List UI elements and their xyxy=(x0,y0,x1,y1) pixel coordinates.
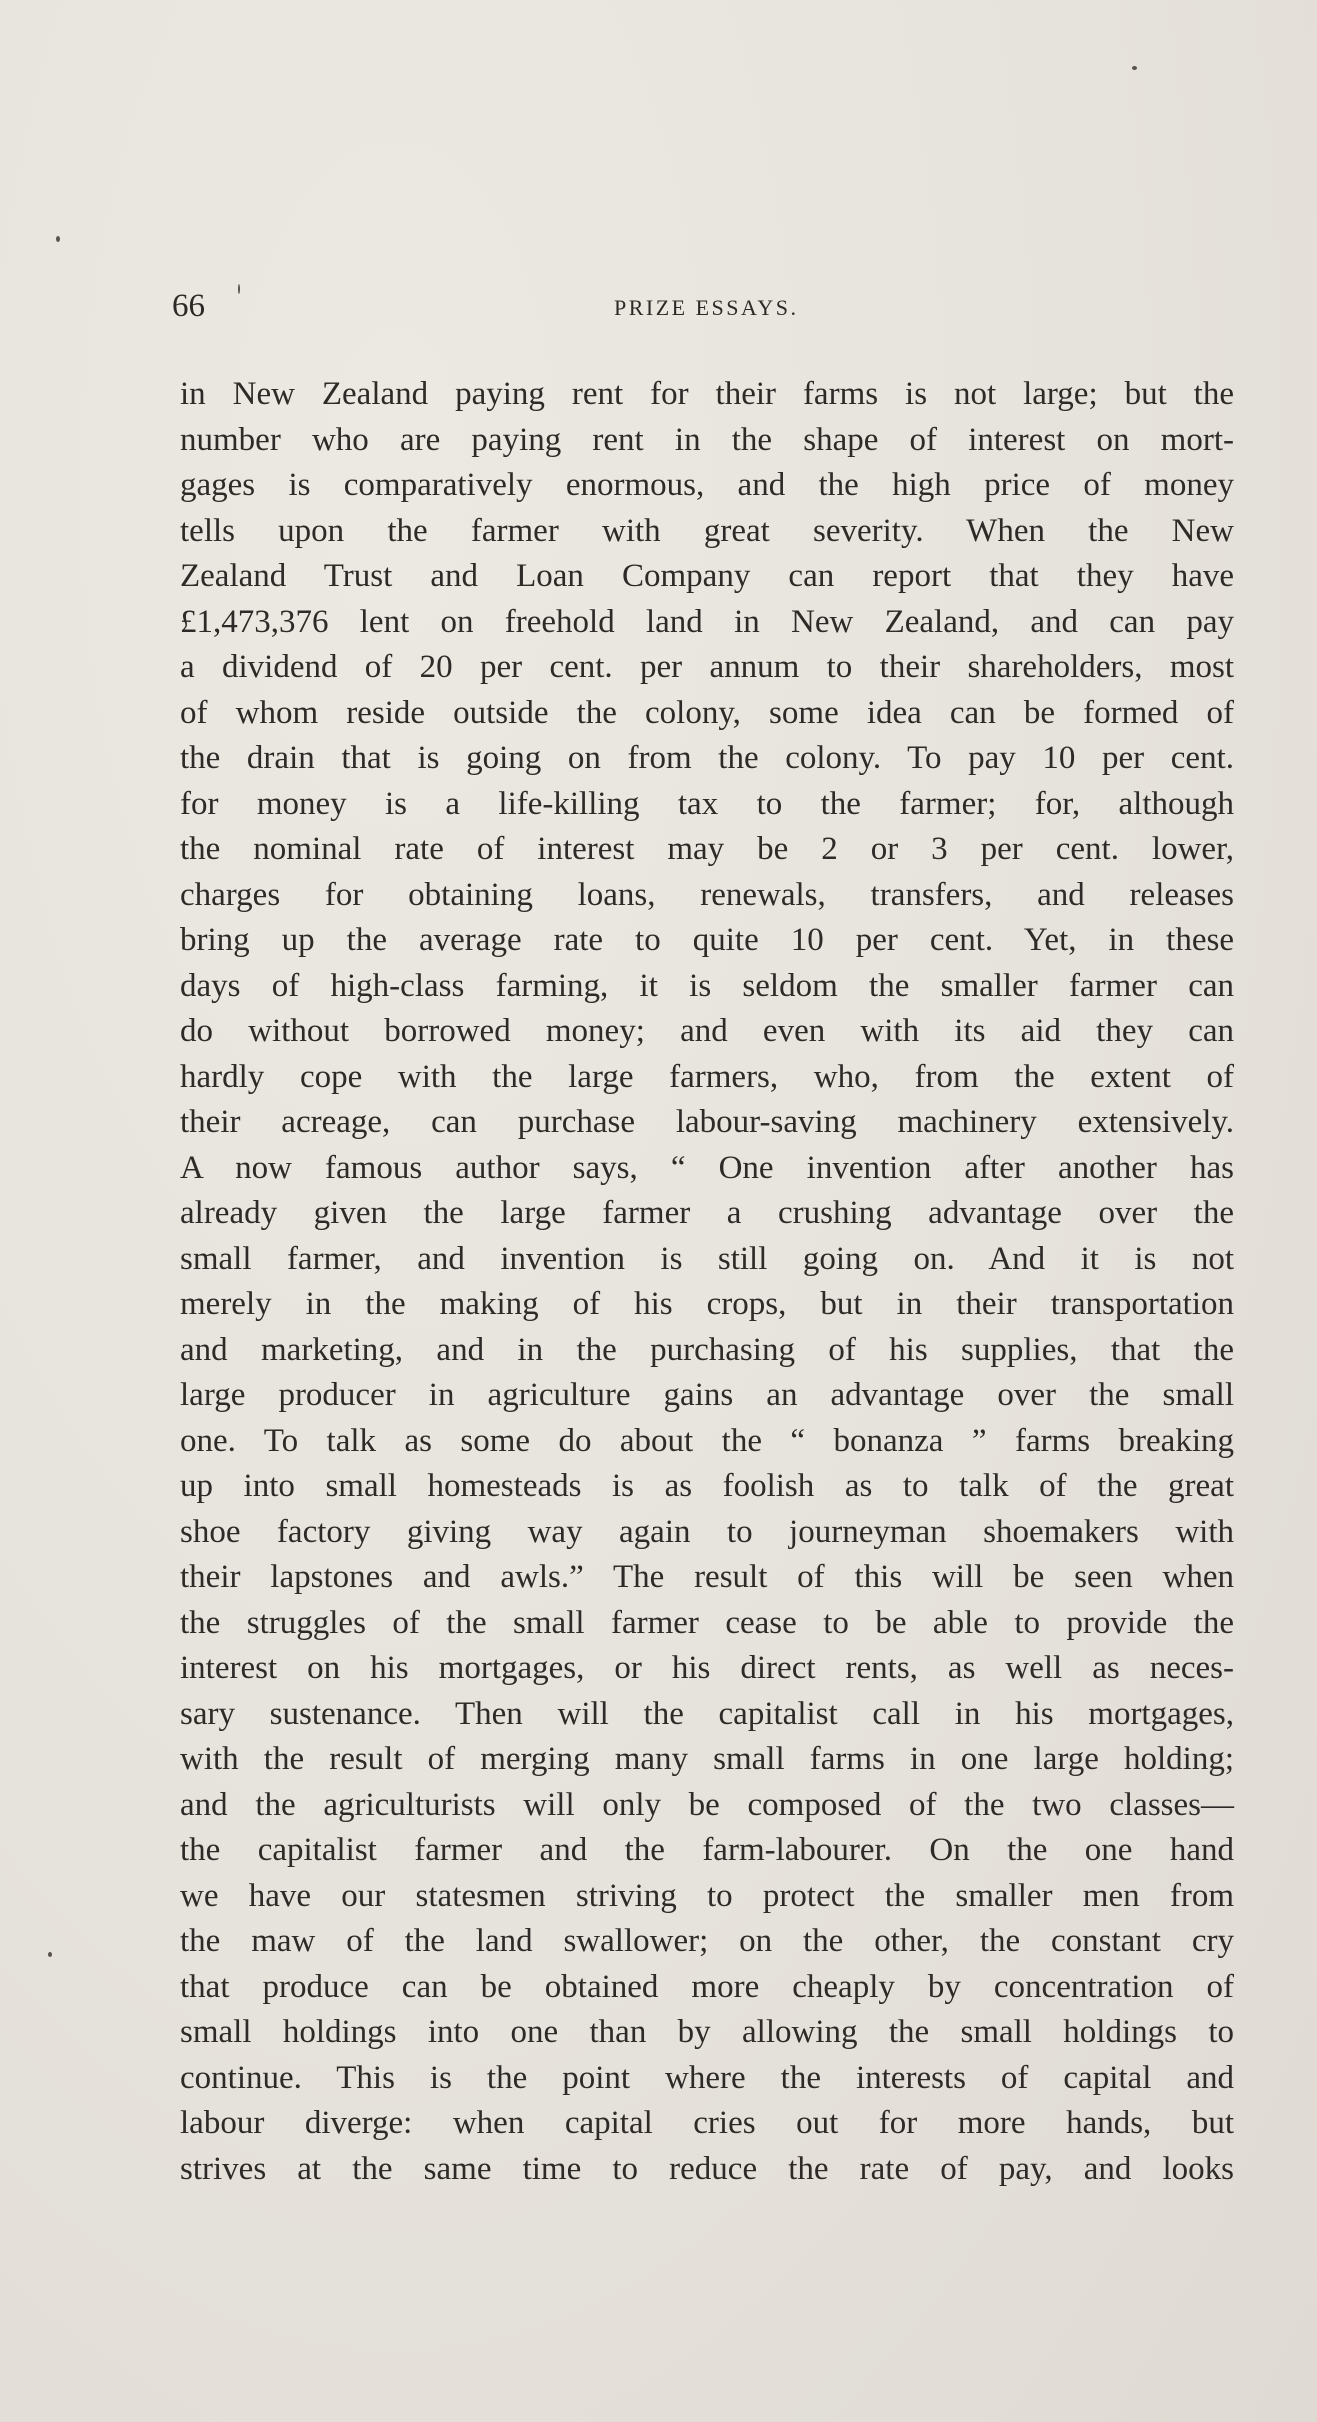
text-line: sary sustenance. Then will the capitalist call in his mortgages, xyxy=(180,1695,1234,1732)
text-line: the maw of the land swallower; on the other, the constant cry xyxy=(180,1923,1234,1959)
text-line: days of high-class farming, it is seldom the smaller farmer can xyxy=(180,967,1234,1004)
text-line: the drain that is going on from the colony. To pay 10 per cent. xyxy=(180,740,1234,776)
text-line: small holdings into one than by allowing the small holdings to xyxy=(180,2014,1234,2050)
text-line: one. To talk as some do about the “ bonanza ” farms breaking xyxy=(180,1422,1234,1459)
running-head: PRIZE ESSAYS. xyxy=(614,295,799,320)
paper-speck xyxy=(48,1952,52,1957)
text-line: large producer in agriculture gains an advantage over the small xyxy=(180,1377,1234,1413)
text-line: with the result of merging many small farms in one large holding; xyxy=(180,1741,1234,1777)
text-line: do without borrowed money; and even with its aid they can xyxy=(180,1013,1234,1049)
text-line: the nominal rate of interest may be 2 or 3 per cent. lower, xyxy=(180,831,1234,867)
text-line: gages is comparatively enormous, and the high price of money xyxy=(180,467,1234,503)
text-line: merely in the making of his crops, but in their transportation xyxy=(180,1286,1234,1322)
text-line: shoe factory giving way again to journeyman shoemakers with xyxy=(180,1513,1234,1550)
text-line: already given the large farmer a crushing advantage over the xyxy=(180,1195,1234,1231)
text-line: and marketing, and in the purchasing of his supplies, that the xyxy=(180,1331,1234,1368)
text-line: for money is a life-killing tax to the farmer; for, although xyxy=(180,785,1234,822)
text-line: bring up the average rate to quite 10 per cent. Yet, in these xyxy=(180,922,1234,958)
text-line: the capitalist farmer and the farm-labourer. On the one hand xyxy=(180,1832,1234,1868)
text-line: and the agriculturists will only be composed of the two classes— xyxy=(180,1786,1234,1823)
page-header xyxy=(172,282,1234,330)
paper-speck xyxy=(1132,66,1137,70)
text-line: of whom reside outside the colony, some idea can be formed of xyxy=(180,694,1234,731)
text-line: labour diverge: when capital cries out for more hands, but xyxy=(180,2105,1234,2141)
text-line: their lapstones and awls.” The result of this will be seen when xyxy=(180,1559,1234,1595)
text-line: we have our statesmen striving to protect the smaller men from xyxy=(180,1877,1234,1914)
text-line: £1,473,376 lent on freehold land in New Zealand, and can pay xyxy=(180,603,1234,640)
text-line: the struggles of the small farmer cease to be able to provide the xyxy=(180,1604,1234,1641)
text-line: strives at the same time to reduce the rate of pay, and looks xyxy=(180,2150,1234,2187)
text-line: up into small homesteads is as foolish as to talk of the great xyxy=(180,1468,1234,1504)
text-line: their acreage, can purchase labour-saving machinery extensively. xyxy=(180,1104,1234,1140)
page-number: 66 xyxy=(172,288,205,324)
text-line: continue. This is the point where the interests of capital and xyxy=(180,2059,1234,2096)
text-line: charges for obtaining loans, renewals, transfers, and releases xyxy=(180,876,1234,913)
text-line: number who are paying rent in the shape of interest on mort- xyxy=(180,421,1234,458)
text-line: that produce can be obtained more cheaply by concentration of xyxy=(180,1968,1234,2005)
body-text xyxy=(180,372,1234,2192)
text-line: A now famous author says, “ One invention after another has xyxy=(180,1149,1234,1186)
text-line: Zealand Trust and Loan Company can report that they have xyxy=(180,558,1234,594)
text-line: tells upon the farmer with great severity. When the New xyxy=(180,512,1234,549)
text-line: in New Zealand paying rent for their farms is not large; but the xyxy=(180,376,1234,412)
text-line: interest on his mortgages, or his direct rents, as well as neces- xyxy=(180,1650,1234,1686)
text-line: hardly cope with the large farmers, who, from the extent of xyxy=(180,1058,1234,1095)
paper-speck xyxy=(56,236,60,242)
text-line: small farmer, and invention is still going on. And it is not xyxy=(180,1240,1234,1277)
text-line: a dividend of 20 per cent. per annum to their shareholders, most xyxy=(180,649,1234,685)
